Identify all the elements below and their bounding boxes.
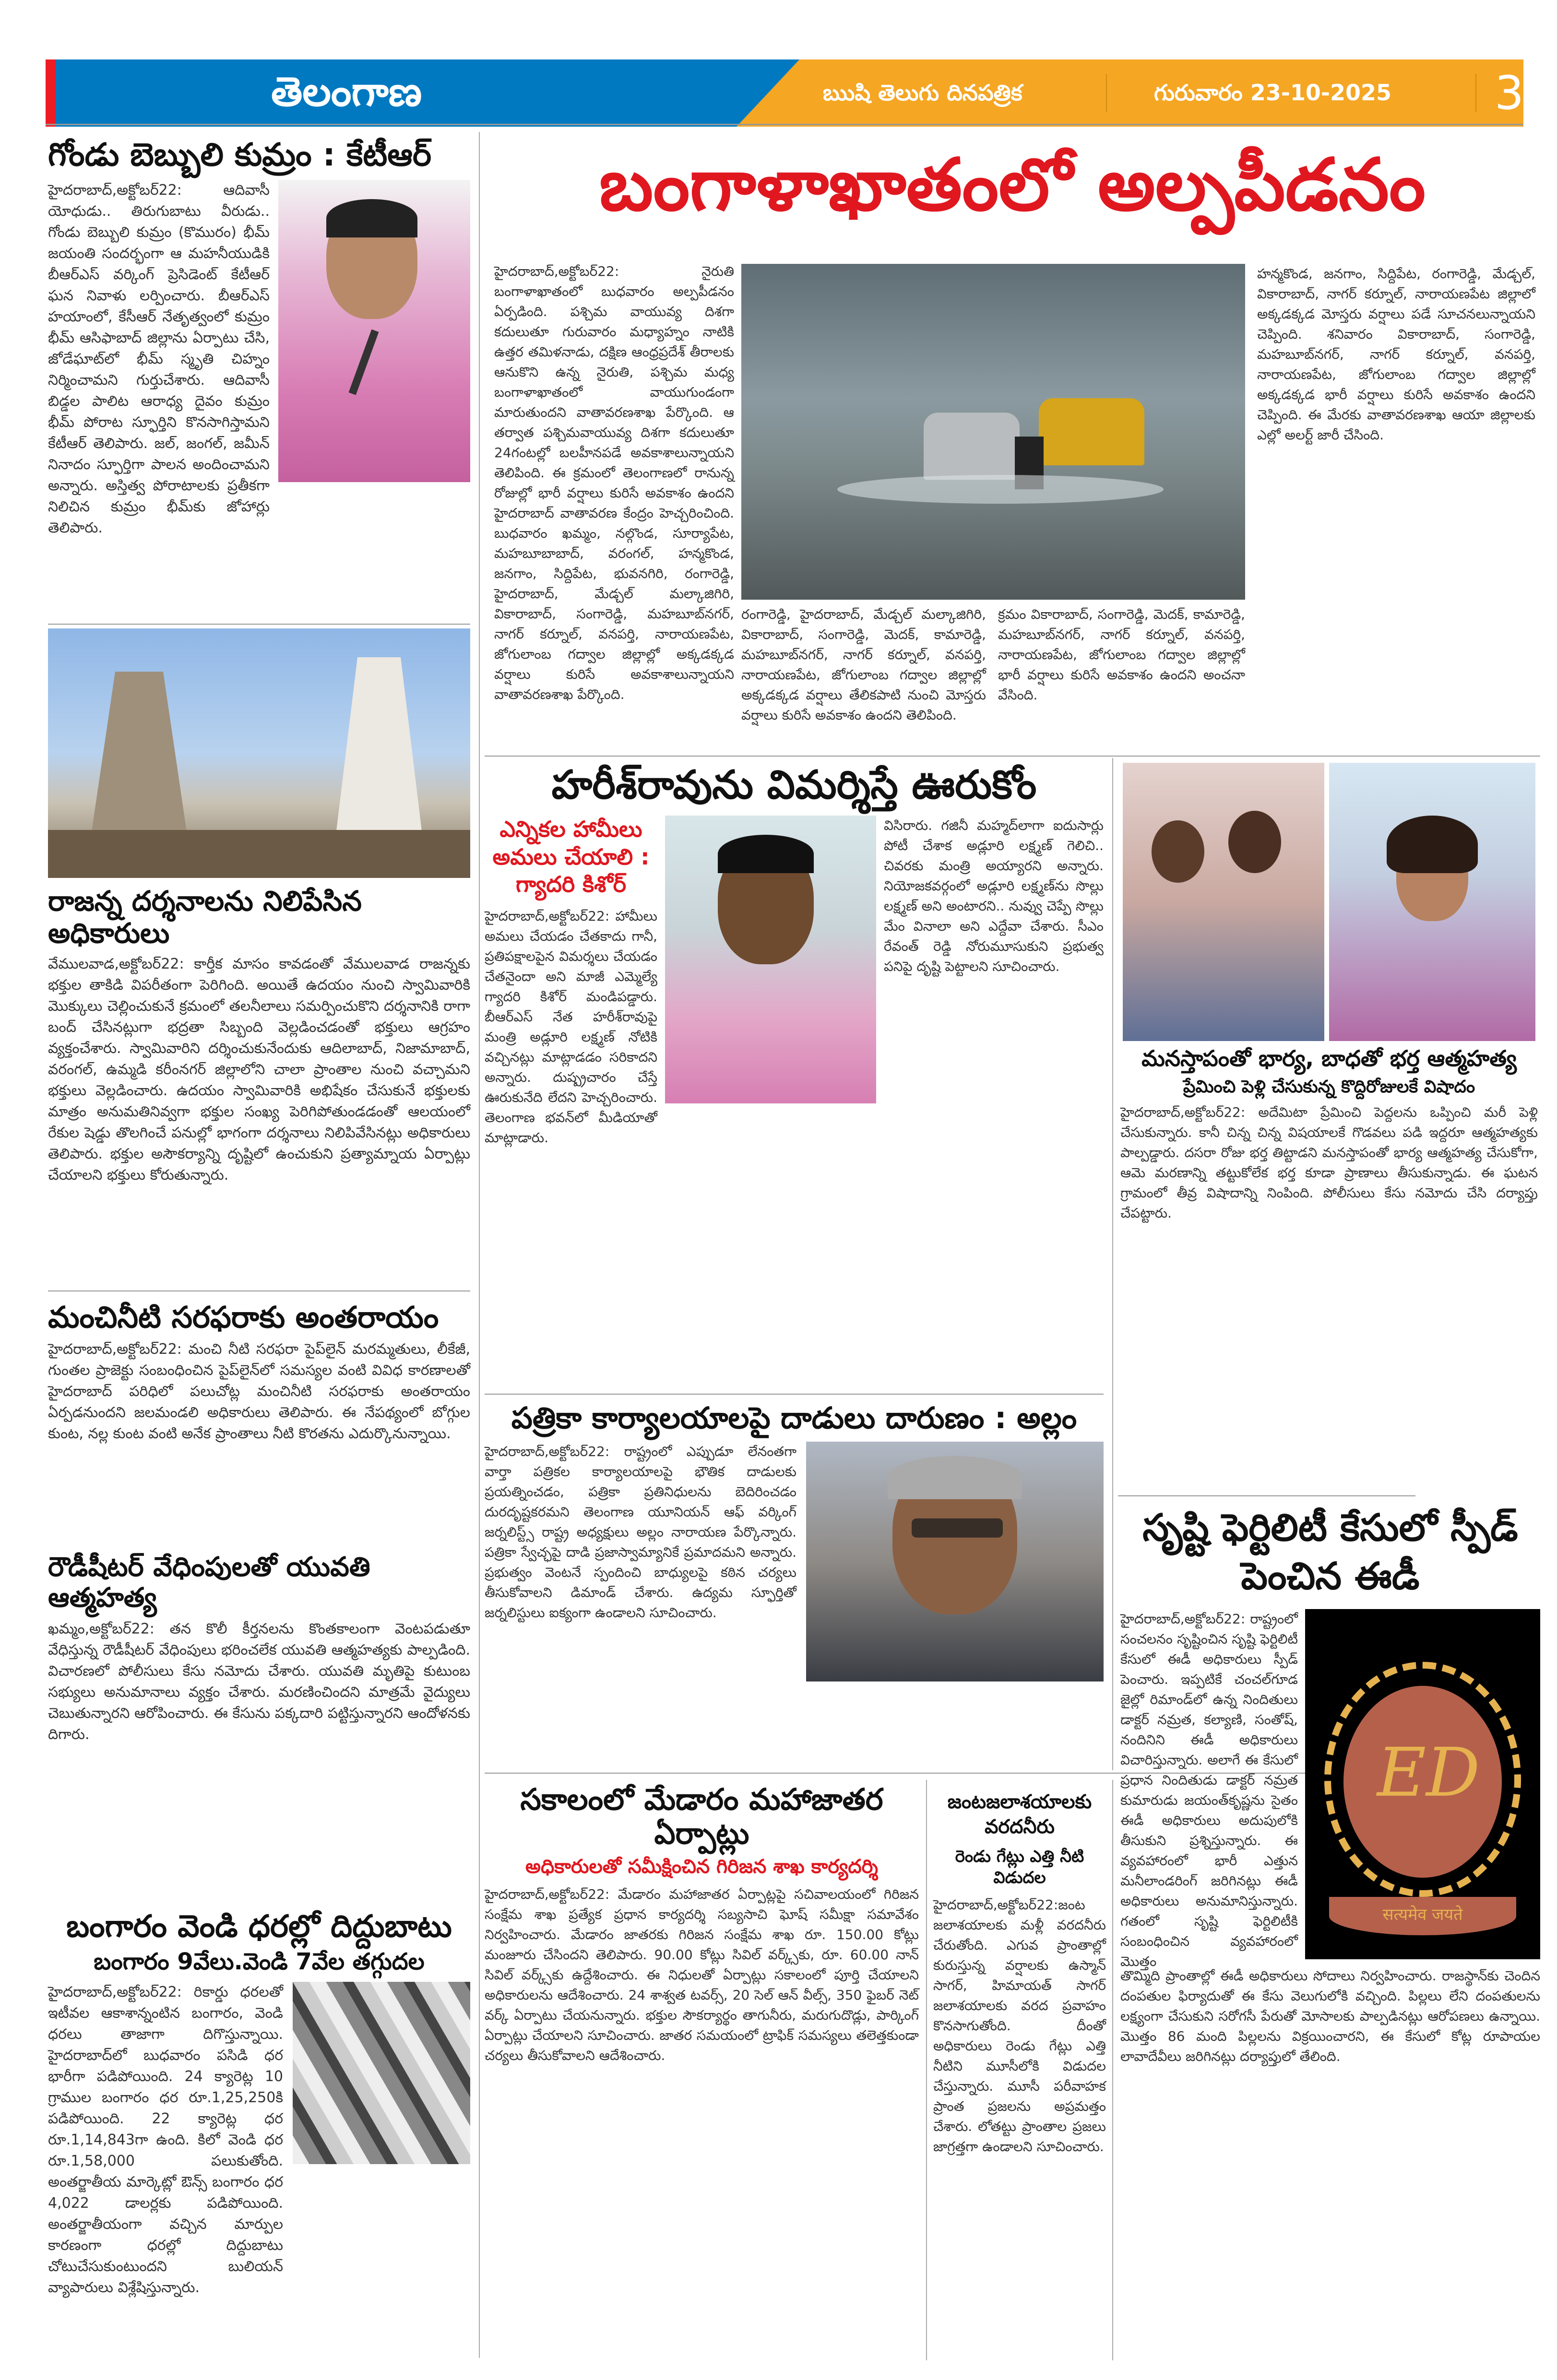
photo-woman (1329, 763, 1535, 1041)
article-body-medaram: హైదరాబాద్,అక్టోబర్22: మేడారం మహాజాతర ఏర్పాట్లపై సచివాలయంలో గిరిజన సంక్షేమ శాఖ ప్రత్యేక ప్రధాన కార్యదర్శి సబ్యసాచి ఘోష్ సమీక్షా సమావేశం నిర్వహించారు. మేడారం జాతరకు గిరిజన సంక్షేమ శాఖ రూ. 150.00 కోట్లు మంజూరు చేసిందని తెలిపారు. 90.00 కోట్లు సివిల్ వర్క్స్‌కు, రూ. 60.00 నాన్ సివిల్ వర్క్స్‌కు ఉద్దేశించారు. ఈ నిధులతో ఏర్పాట్లు సకాలంలో పూర్తి చేయాలని అధికారులను ఆదేశించారు. 24 శాశ్వత టవర్స్, 20 సెల్ ఆన్ వీల్స్, 350 ఫైబర్ నెట్ వర్క్ ఏర్పాటు చేయనున్నారు. భక్తుల సౌకర్యార్థం తాగునీరు, మరుగుదొడ్లు, పార్కింగ్ ఏర్పాట్లు చేయాలని సూచించారు. జాతర సమయంలో ట్రాఫిక్ సమస్యలు తలెత్తకుండా చర్యలు తీసుకోవాలని ఆదేశించారు. (485, 1886, 919, 2063)
article-ktr (48, 137, 470, 619)
article-body-depression-col2: రంగారెడ్డి, హైదరాబాద్, మేడ్చల్ మల్కాజిగిరి, వికారాబాద్, సంగారెడ్డి, మెదక్, కామారెడ్డి, మహబూబ్‌నగర్, నాగర్ కర్నూల్, వనపర్తి, నారాయణపేట, జోగులాంబ గద్వాల జిల్లాల్లో అక్కడక్కడ వర్షాలు తేలికపాటి నుంచి మోస్తరు వర్షాలు కురిసే అవకాశం ఉందని తెలిపింది. (741, 606, 986, 723)
article-medaram (485, 1782, 919, 2360)
subhead-reservoir: రెండు గేట్లు ఎత్తి నీటి విడుదల (955, 1847, 1084, 1888)
article-body-allam: హైదరాబాద్,అక్టోబర్22: రాష్ట్రంలో ఎప్పుడూ లేనంతగా వార్తా పత్రికల కార్యాలయాలపై భౌతిక దాడులకు ప్రయత్నించడం, పత్రికా ప్రతినిధులను బెదిరించడం దురదృష్టకరమని తెలంగాణ యూనియన్ ఆఫ్ వర్కింగ్ జర్నలిస్ట్స్ రాష్ట్ర అధ్యక్షులు అల్లం నారాయణ పేర్కొన్నారు. పత్రికా స్వేచ్ఛపై దాడి ప్రజాస్వామ్యానికే ప్రమాదమని అన్నారు. ప్రభుత్వం వెంటనే స్పందించి బాధ్యులపై కఠిన చర్యలు తీసుకోవాలని డిమాండ్ చేశారు. ఉద్యమ స్ఫూర్తితో జర్నలిస్టులు ఐక్యంగా ఉండాలని సూచించారు. (485, 1444, 796, 1621)
photo-allam-narayana (806, 1442, 1104, 1681)
headline-rowdy: రౌడీషీటర్ వేధింపులతో యువతి ఆత్మహత్య (48, 1551, 370, 1614)
article-water (48, 1300, 470, 1547)
photo-temple (48, 628, 470, 878)
headline-gold: బంగారం వెండి ధరల్లో దిద్దుబాటు (66, 1909, 452, 1944)
article-body-harish-col2: విసిరారు. గజినీ మహ్మద్‌లాగా ఐదుసార్లు పోటీ చేశాక అడ్లూరి లక్ష్మణ్ గెలిచి.. చివరకు మంత్రి అయ్యారని అన్నారు. నియోజకవర్గంలో అడ్లూరి లక్ష్మణ్‌ను సొల్లు లక్ష్మణ్ అని అంటారని.. నువ్వు చెప్పే సొల్లు మేం వినాలా అని ఎద్దేవా చేశారు. సీఎం రేవంత్ రెడ్డి నోరుమూసుకుని ప్రభుత్వ పనిపై దృష్టి పెట్టాలని సూచించారు. (884, 817, 1104, 975)
ed-logo-motto: सत्यमेव जयते (1382, 1905, 1463, 1924)
subhead-couple: ప్రేమించి పెళ్లి చేసుకున్న కొద్దిరోజులకే విషాదం (1183, 1077, 1475, 1097)
ed-logo: ED सत्यमेव जयते (1305, 1609, 1540, 1959)
divider (48, 624, 470, 625)
masthead-divider (1475, 74, 1476, 112)
subhead-harish: ఎన్నికల హామీలు అమలు చేయాలి : గ్యాదరి కిశోర్ (492, 816, 650, 898)
masthead-section-band (55, 59, 804, 127)
article-allam-content (485, 1442, 1104, 1765)
article-body-temple: వేములవాడ,అక్టోబర్22: కార్తీక మాసం కావడంతో వేములవాడ రాజన్నకు భక్తుల తాకిడి విపరీతంగా పెరిగింది. అయితే ఉదయం నుంచి స్వామివారికి మొక్కులు చెల్లించుకునే క్రమంలో తలనీలాలు సమర్పించుకొని దర్శనానికి రాగా బంద్ చేసినట్లుగా భద్రతా సిబ్బంది వెల్లడించడంతో భక్తులు ఆగ్రహం వ్యక్తంచేశారు. స్వామివారిని దర్శించుకునేందుకు ఆదిలాబాద్, నిజామాబాద్, వరంగల్, ఉమ్మడి కరీంనగర్ జిల్లాలోని చాలా ప్రాంతాల నుంచి వచ్చామని భక్తులు వెల్లడించారు. ఉదయం స్వామివారికి అభిషేకం చేసుకునే భక్తులకు మాత్రం అనుమతినివ్వగా భక్తుల సంఖ్య పెరిగిపోతుండడంతో ఆలయంలో రేకుల షెడ్డు తొలగించే పనుల్లో భాగంగా దర్శనాలు నిలిపివేసినట్లు అధికారులు తెలిపారు. భక్తుల అసౌకర్యాన్ని దృష్టిలో ఉంచుకుని ప్రత్యామ్నాయ ఏర్పాట్లు చేయాలని భక్తులు కోరుతున్నారు. (48, 956, 470, 1184)
headline-harish: హరీశ్‌రావును విమర్శిస్తే ఊరుకోం (551, 762, 1037, 808)
column-divider (479, 132, 480, 2358)
photo-ktr (278, 180, 470, 482)
article-body-ed-side: హైదరాబాద్,అక్టోబర్22: రాష్ట్రంలో సంచలనం సృష్టించిన సృష్టి ఫెర్టిలిటీ కేసులో ఈడీ అధికారులు స్పీడ్ పెంచారు. ఇప్పటికే చంచల్‌గూడ జైల్లో రిమాండ్‌లో ఉన్న నిందితులు డాక్టర్ నమ్రత, కల్యాణి, సంతోష్, నందినిని ఈడీ అధికారులు విచారిస్తున్నారు. అలాగే ఈ కేసులో ప్రధాన నిందితుడు డాక్టర్ నమ్రత కుమారుడు జయంత్‌కృష్ణను సైతం ఈడీ అధికారులు అదుపులోకి తీసుకుని ప్రశ్నిస్తున్నారు. ఈ వ్యవహారంలో భారీ ఎత్తున మనీలాండరింగ్ జరిగినట్లు ఈడీ అధికారులు అనుమానిస్తున్నారు. గతంలో సృష్టి ఫెర్టిలిటీకి సంబంధించిన వ్యవహారంలో మొత్తం (1120, 1610, 1298, 1969)
subhead-medaram: అధికారులతో సమీక్షించిన గిరిజన శాఖ కార్యదర్శి (525, 1855, 879, 1878)
headline-reservoir: జంటజలాశయాలకు వరదనీరు (947, 1791, 1092, 1838)
headline-temple: రాజన్న దర్శనాలను నిలిపేసిన అధికారులు (48, 885, 362, 949)
article-body-reservoir: హైదరాబాద్,అక్టోబర్22:జంట జలాశయాలకు మళ్లీ వరదనీరు చేరుతోంది. ఎగువ ప్రాంతాల్లో కురుస్తున్న వర్షాలకు ఉస్మాన్ సాగర్, హిమాయత్ సాగర్ జలాశయాలకు వరద ప్రవాహం కొనసాగుతోంది. దీంతో అధికారులు రెండు గేట్లు ఎత్తి నీటిని మూసీలోకి విడుదల చేస్తున్నారు. మూసీ పరీవాహక ప్రాంత ప్రజలను అప్రమత్తం చేశారు. లోతట్టు ప్రాంతాల ప్రజలు జాగ్రత్తగా ఉండాలని సూచించారు. (933, 1897, 1106, 2155)
article-ed (1120, 1504, 1540, 2363)
masthead-rule (46, 124, 1523, 125)
divider (485, 756, 1540, 757)
headline-ed: సృష్టి ఫెర్టిలిటీ కేసులో స్పీడ్ పెంచిన ఈడీ (1142, 1506, 1518, 1599)
article-rowdy (48, 1552, 470, 1905)
article-body-ktr: హైదరాబాద్,అక్టోబర్22: ఆదివాసీ యోధుడు.. తిరుగుబాటు వీరుడు.. గోండు బెబ్బులి కుమ్రం (కొమురం) భీమ్ జయంతి సందర్భంగా ఆ మహనీయుడికి బీఆర్ఎస్ వర్కింగ్ ప్రెసిడెంట్ కేటీఆర్ ఘన నివాళు లర్పించారు. బీఆర్ఎస్ హయాంలో, కేసీఆర్ నేతృత్వంలో కుమ్రం భీమ్ ఆసిఫాబాద్ జిల్లాను ఏర్పాటు చేసి, జోడేఘాట్‌లో భీమ్ స్మృతి చిహ్నం నిర్మించామని గుర్తుచేశారు. ఆదివాసీ బిడ్డల పాలిట ఆరాధ్య దైవం కుమ్రం భీమ్ పోరాట స్ఫూర్తిని కొనసాగిస్తామని కేటీఆర్ తెలిపారు. జల్, జంగల్, జమీన్ నినాదం స్ఫూర్తిగా పాలన అందించామని అన్నారు. అస్తిత్వ పోరాటాలకు ప్రతీకగా నిలిచిన కుమ్రం భీమ్‌కు జోహార్లు తెలిపారు. (48, 181, 270, 536)
article-gold-content (48, 1982, 470, 2365)
masthead-divider (1106, 74, 1107, 112)
headline-water: మంచినీటి సరఫరాకు అంతరాయం (48, 1300, 439, 1335)
article-couple (1120, 1046, 1538, 1490)
article-ed-content (1120, 1609, 1540, 1969)
article-body-depression-col1: హైదరాబాద్,అక్టోబర్22: నైరుతి బంగాళాఖాతంలో బుధవారం అల్పపీడనం ఏర్పడింది. పశ్చిమ వాయువ్య దిశగా కదులుతూ గురువారం మధ్యాహ్నం నాటికి ఉత్తర తమిళనాడు, దక్షిణ ఆంధ్రప్రదేశ్ తీరాలకు ఆనుకొని ఉన్న నైరుతి, పశ్చిమ మధ్య బంగాళాఖాతంలో వాయుగుండంగా మారుతుందని వాతావరణశాఖ పేర్కొంది. ఆ తర్వాత పశ్చిమవాయువ్య దిశగా కదులుతూ 24గంటల్లో బలహీనపడే అవకాశాలున్నాయని తెలిపింది. ఈ క్రమంలో తెలంగాణలో రానున్న రోజుల్లో భారీ వర్షాలు కురిసే అవకాశం ఉందని హైదరాబాద్ వాతావరణ కేంద్రం హెచ్చరించింది. బుధవారం ఖమ్మం, నల్గొండ, సూర్యాపేట, మహబూబాబాద్, వరంగల్, హన్మకొండ, జనగాం, సిద్దిపేట, భువనగిరి, రంగారెడ్డి, హైదరాబాద్, మేడ్చల్ మల్కాజిగిరి, వికారాబాద్, సంగారెడ్డి, మహబూబ్‌నగర్, నాగర్ కర్నూల్, వనపర్తి, నారాయణపేట, జోగులాంబ గద్వాల జిల్లాల్లో అక్కడక్కడ వర్షాలు కురిసే అవకాశాలున్నాయని వాతావరణశాఖ పేర్కొంది. (494, 263, 734, 702)
masthead (46, 59, 1523, 127)
divider (1118, 1495, 1415, 1496)
section-title: తెలంగాణ (271, 68, 422, 115)
article-body-ed-full: తొమ్మిది ప్రాంతాల్లో ఈడీ అధికారులు సోదాలు నిర్వహించారు. రాజస్థాన్‌కు చెందిన దంపతుల ఫిర్యాదుతో ఈ కేసు వెలుగులోకి వచ్చింది. పిల్లలు లేని దంపతులను లక్ష్యంగా చేసుకుని సరోగసీ పేరుతో మోసాలకు పాల్పడినట్లు ఆరోపణలు ఉన్నాయి. మొత్తం 86 మంది పిల్లలను విక్రయించారని, ఈ కేసులో కోట్ల రూపాయల లావాదేవీలు జరిగినట్లు దర్యాప్తులో తేలింది. (1120, 1967, 1540, 2064)
headline-medaram: సకాలంలో మేడారం మహాజాతర ఏర్పాట్లు (520, 1782, 883, 1851)
article-body-rowdy: ఖమ్మం,అక్టోబర్22: తన కొలీ కీర్తనలను కొంతకాలంగా వెంటపడుతూ వేధిస్తున్న రౌడీషీటర్ వేధింపులు భరించలేక యువతి ఆత్మహత్యకు పాల్పడింది. విచారణలో పోలీసులు కేసు నమోదు చేశారు. యువతి మృతిపై కుటుంబ సభ్యులు అనుమానాలు వ్యక్తం చేశారు. మరణించిందని మాత్రమే వైద్యులు చెబుతున్నారని ఆరోపించారు. ఈ కేసును పక్కదారి పట్టిస్తున్నారని ఆందోళనకు దిగారు. (48, 1620, 470, 1743)
column-divider (1112, 1780, 1113, 2360)
article-reservoir (933, 1789, 1106, 2360)
article-body-gold: హైదరాబాద్,అక్టోబర్22: రికార్డు ధరలతో ఇటీవల ఆకాశాన్నంటిన బంగారం, వెండి ధరలు తాజాగా దిగొస్తున్నాయి. హైదరాబాద్‌లో బుధవారం పసిడి ధర భారీగా పడిపోయింది. 24 క్యారెట్ల 10 గ్రాముల బంగారం ధర రూ.1,25,250కి పడిపోయింది. 22 క్యారెట్ల ధర రూ.1,14,843గా ఉంది. కిలో వెండి ధర రూ.1,58,000 పలుకుతోంది. అంతర్జాతీయ మార్కెట్లో ఔన్స్ బంగారం ధర 4,022 డాలర్లకు పడిపోయింది. అంతర్జాతీయంగా వచ్చిన మార్పుల కారణంగా ధరల్లో దిద్దుబాటు చోటుచేసుకుంటుందని బులియన్ వ్యాపారులు విశ్లేషిస్తున్నారు. (48, 1983, 283, 2296)
article-ktr-content (48, 180, 470, 619)
headline-allam: పత్రికా కార్యాలయాలపై దాడులు దారుణం : అల్లం (511, 1400, 1077, 1435)
headline-depression: బంగాళాఖాతంలో అల్పపీడనం (599, 143, 1426, 227)
divider (485, 1394, 1104, 1395)
article-body-depression-col4: హన్మకొండ, జనగాం, సిద్దిపేట, రంగారెడ్డి, మేడ్చల్, వికారాబాద్, నాగర్ కర్నూల్, నారాయణపేట జిల్లాలో అక్కడక్కడ మోస్తరు వర్షాలు పడే సూచనలున్నాయని చెప్పింది. శనివారం వికారాబాద్, సంగారెడ్డి, మహబూబ్‌నగర్, నాగర్ కర్నూల్, వనపర్తి, నారాయణపేట, జోగులాంబ గద్వాల జిల్లాల్లో అక్కడక్కడ భారీ వర్షాలు కురిసే అవకాశం ఉందని చెప్పింది. ఈ మేరకు వాతావరణశాఖ ఆయా జిల్లాలకు ఎల్లో అలర్ట్ జారీ చేసింది. (1257, 266, 1535, 443)
paper-name: ఋషి తెలుగు దినపత్రిక (823, 80, 1022, 106)
photo-gyadari-kishore (665, 816, 876, 1103)
column-divider (926, 1780, 927, 2360)
article-allam (485, 1401, 1104, 1765)
page-number: 3 (1495, 66, 1524, 120)
masthead-red-tab (46, 59, 55, 127)
article-harish (485, 763, 1104, 1389)
headline-couple: మనస్తాపంతో భార్య, బాధతో భర్త ఆత్మహత్య (1141, 1045, 1517, 1071)
issue-date: గురువారం 23-10-2025 (1154, 80, 1391, 106)
photo-gold-bars (293, 1982, 470, 2164)
column-divider (1112, 758, 1113, 1770)
article-body-harish-col1: హైదరాబాద్,అక్టోబర్22: హామీలు అమలు చేయడం చేతకాదు గానీ, ప్రతిపక్షాలపైన విమర్శలు చేయడం చేతనైందా అని మాజీ ఎమ్మెల్యే గ్యాదరి కిశోర్ మండిపడ్డారు. బీఆర్ఎస్ నేత హరీశ్‌రావుపై మంత్రి అడ్లూరి లక్ష్మణ్ నోటికి వచ్చినట్లు మాట్లాడడం సరికాదని అన్నారు. దుష్ప్రచారం చేస్తే ఊరుకునేది లేదని హెచ్చరించారు. తెలంగాణ భవన్‌లో మీడియాతో మాట్లాడారు. (485, 908, 657, 1146)
photo-couple (1123, 763, 1324, 1041)
article-harish-content (485, 816, 1104, 1389)
article-body-couple: హైదరాబాద్,అక్టోబర్22: అదేమిటా ప్రేమించి పెద్దలను ఒప్పించి మరీ పెళ్లి చేసుకున్నారు. కానీ చిన్న చిన్న విషయాలకే గొడవలు పడి ఇద్దరూ ఆత్మహత్యకు పాల్పడ్డారు. దసరా రోజు భర్త తిట్టాడని మనస్తాపంతో భార్య ఆత్మహత్య చేసుకోగా, ఆమె మరణాన్ని తట్టుకోలేక భర్త కూడా ప్రాణాలు తీసుకున్నాడు. ఈ ఘటన గ్రామంలో తీవ్ర విషాదాన్ని నింపింది. పోలీసులు కేసు నమోదు చేసి దర్యాప్తు చేపట్టారు. (1120, 1104, 1538, 1221)
subhead-gold: బంగారం 9వేలు.వెండి 7వేల తగ్గుదల (94, 1948, 425, 1975)
photo-rain-traffic (741, 264, 1245, 600)
headline-ktr: గోండు బెబ్బులి కుమ్రం : కేటీఆర్ (48, 136, 432, 173)
article-body-water: హైదరాబాద్,అక్టోబర్22: మంచి నీటి సరఫరా పైప్‌లైన్ మరమ్మతులు, లీకేజీ, గుంతల ప్రాజెక్టు సంబంధించిన పైప్‌లైన్‌లో సమస్యల వంటి వివిధ కారణాలతో హైదరాబాద్ పరిధిలో పలుచోట్ల మంచినీటి సరఫరాకు అంతరాయం ఏర్పడనుందని జలమండలి అధికారులు తెలిపారు. ఈ నేపథ్యంలో బోగ్గుల కుంట, నల్ల కుంట వంటి అనేక ప్రాంతాలు నీటి కొరతను ఎదుర్కొనున్నాయి. (48, 1341, 470, 1443)
article-temple (48, 885, 470, 1286)
article-body-depression-col3: క్రమం వికారాబాద్, సంగారెడ్డి, మెదక్, కామారెడ్డి, మహబూబ్‌నగర్, నాగర్ కర్నూల్, వనపర్తి, నారాయణపేట, జోగులాంబ గద్వాల జిల్లాల్లో భారీ వర్షాలు కురిసే అవకాశం ఉందని అంచనా వేసింది. (998, 606, 1245, 703)
article-gold (48, 1909, 470, 2365)
article-harish-left (485, 816, 657, 1389)
